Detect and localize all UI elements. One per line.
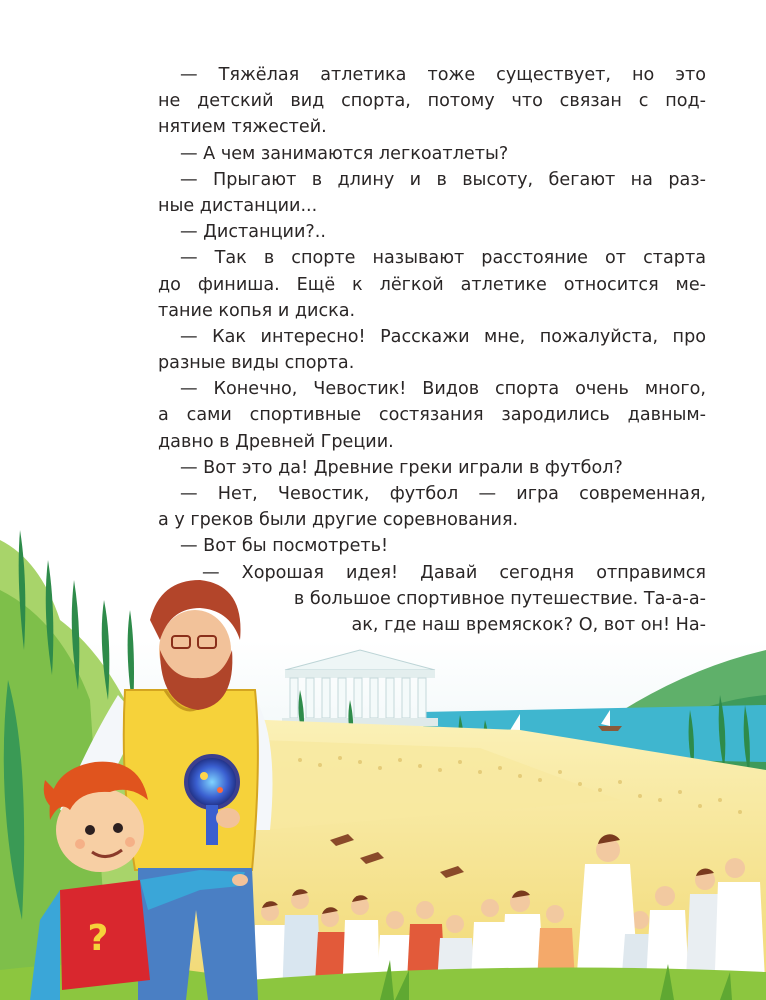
text-line: — Прыгают в длину и в высоту, бегают на раз- <box>180 169 706 190</box>
text-line: не детский вид спорта, потому что связан с под- <box>158 91 706 112</box>
text-line: давно в Древней Греции. <box>158 431 394 452</box>
text-line: — Так в спорте называют расстояние от старта <box>180 248 706 269</box>
olympia-illustration <box>0 500 766 1000</box>
text-line: — Нет, Чевостик, футбол — игра современная, <box>180 484 706 504</box>
svg-text:?: ? <box>87 918 109 959</box>
text-line: — Дистанции?.. <box>180 222 326 243</box>
text-line: тание копья и диска. <box>158 300 356 321</box>
text-line: — Вот это да! Древние греки играли в футбол? <box>180 457 623 478</box>
text-line: — Конечно, Чевостик! Видов спорта очень много, <box>180 379 706 400</box>
text-line: — Вот бы посмотреть! <box>180 536 389 557</box>
text-line: в большое спортивное путешествие. Та-а-а- <box>293 588 706 609</box>
text-line: до финиша. Ещё к лёгкой атлетике относится ме- <box>158 274 706 295</box>
text-line: разные виды спорта. <box>158 353 355 374</box>
text-line: — Как интересно! Расскажи мне, пожалуйста, про <box>180 326 706 347</box>
text-line: ные дистанции... <box>158 195 318 216</box>
text-line: — А чем занимаются легкоатлеты? <box>180 143 509 164</box>
text-line: — Тяжёлая атлетика тоже существует, но это <box>180 65 706 85</box>
text-line: ак, где наш времяскок? О, вот он! На- <box>351 614 706 635</box>
text-line: а у греков были другие соревнования. <box>158 510 519 531</box>
text-line: нятием тяжестей. <box>158 117 327 138</box>
text-line: а сами спортивные состязания зародились давным- <box>158 405 706 426</box>
text-line: — Хорошая идея! Давай сегодня отправимся <box>202 562 706 583</box>
